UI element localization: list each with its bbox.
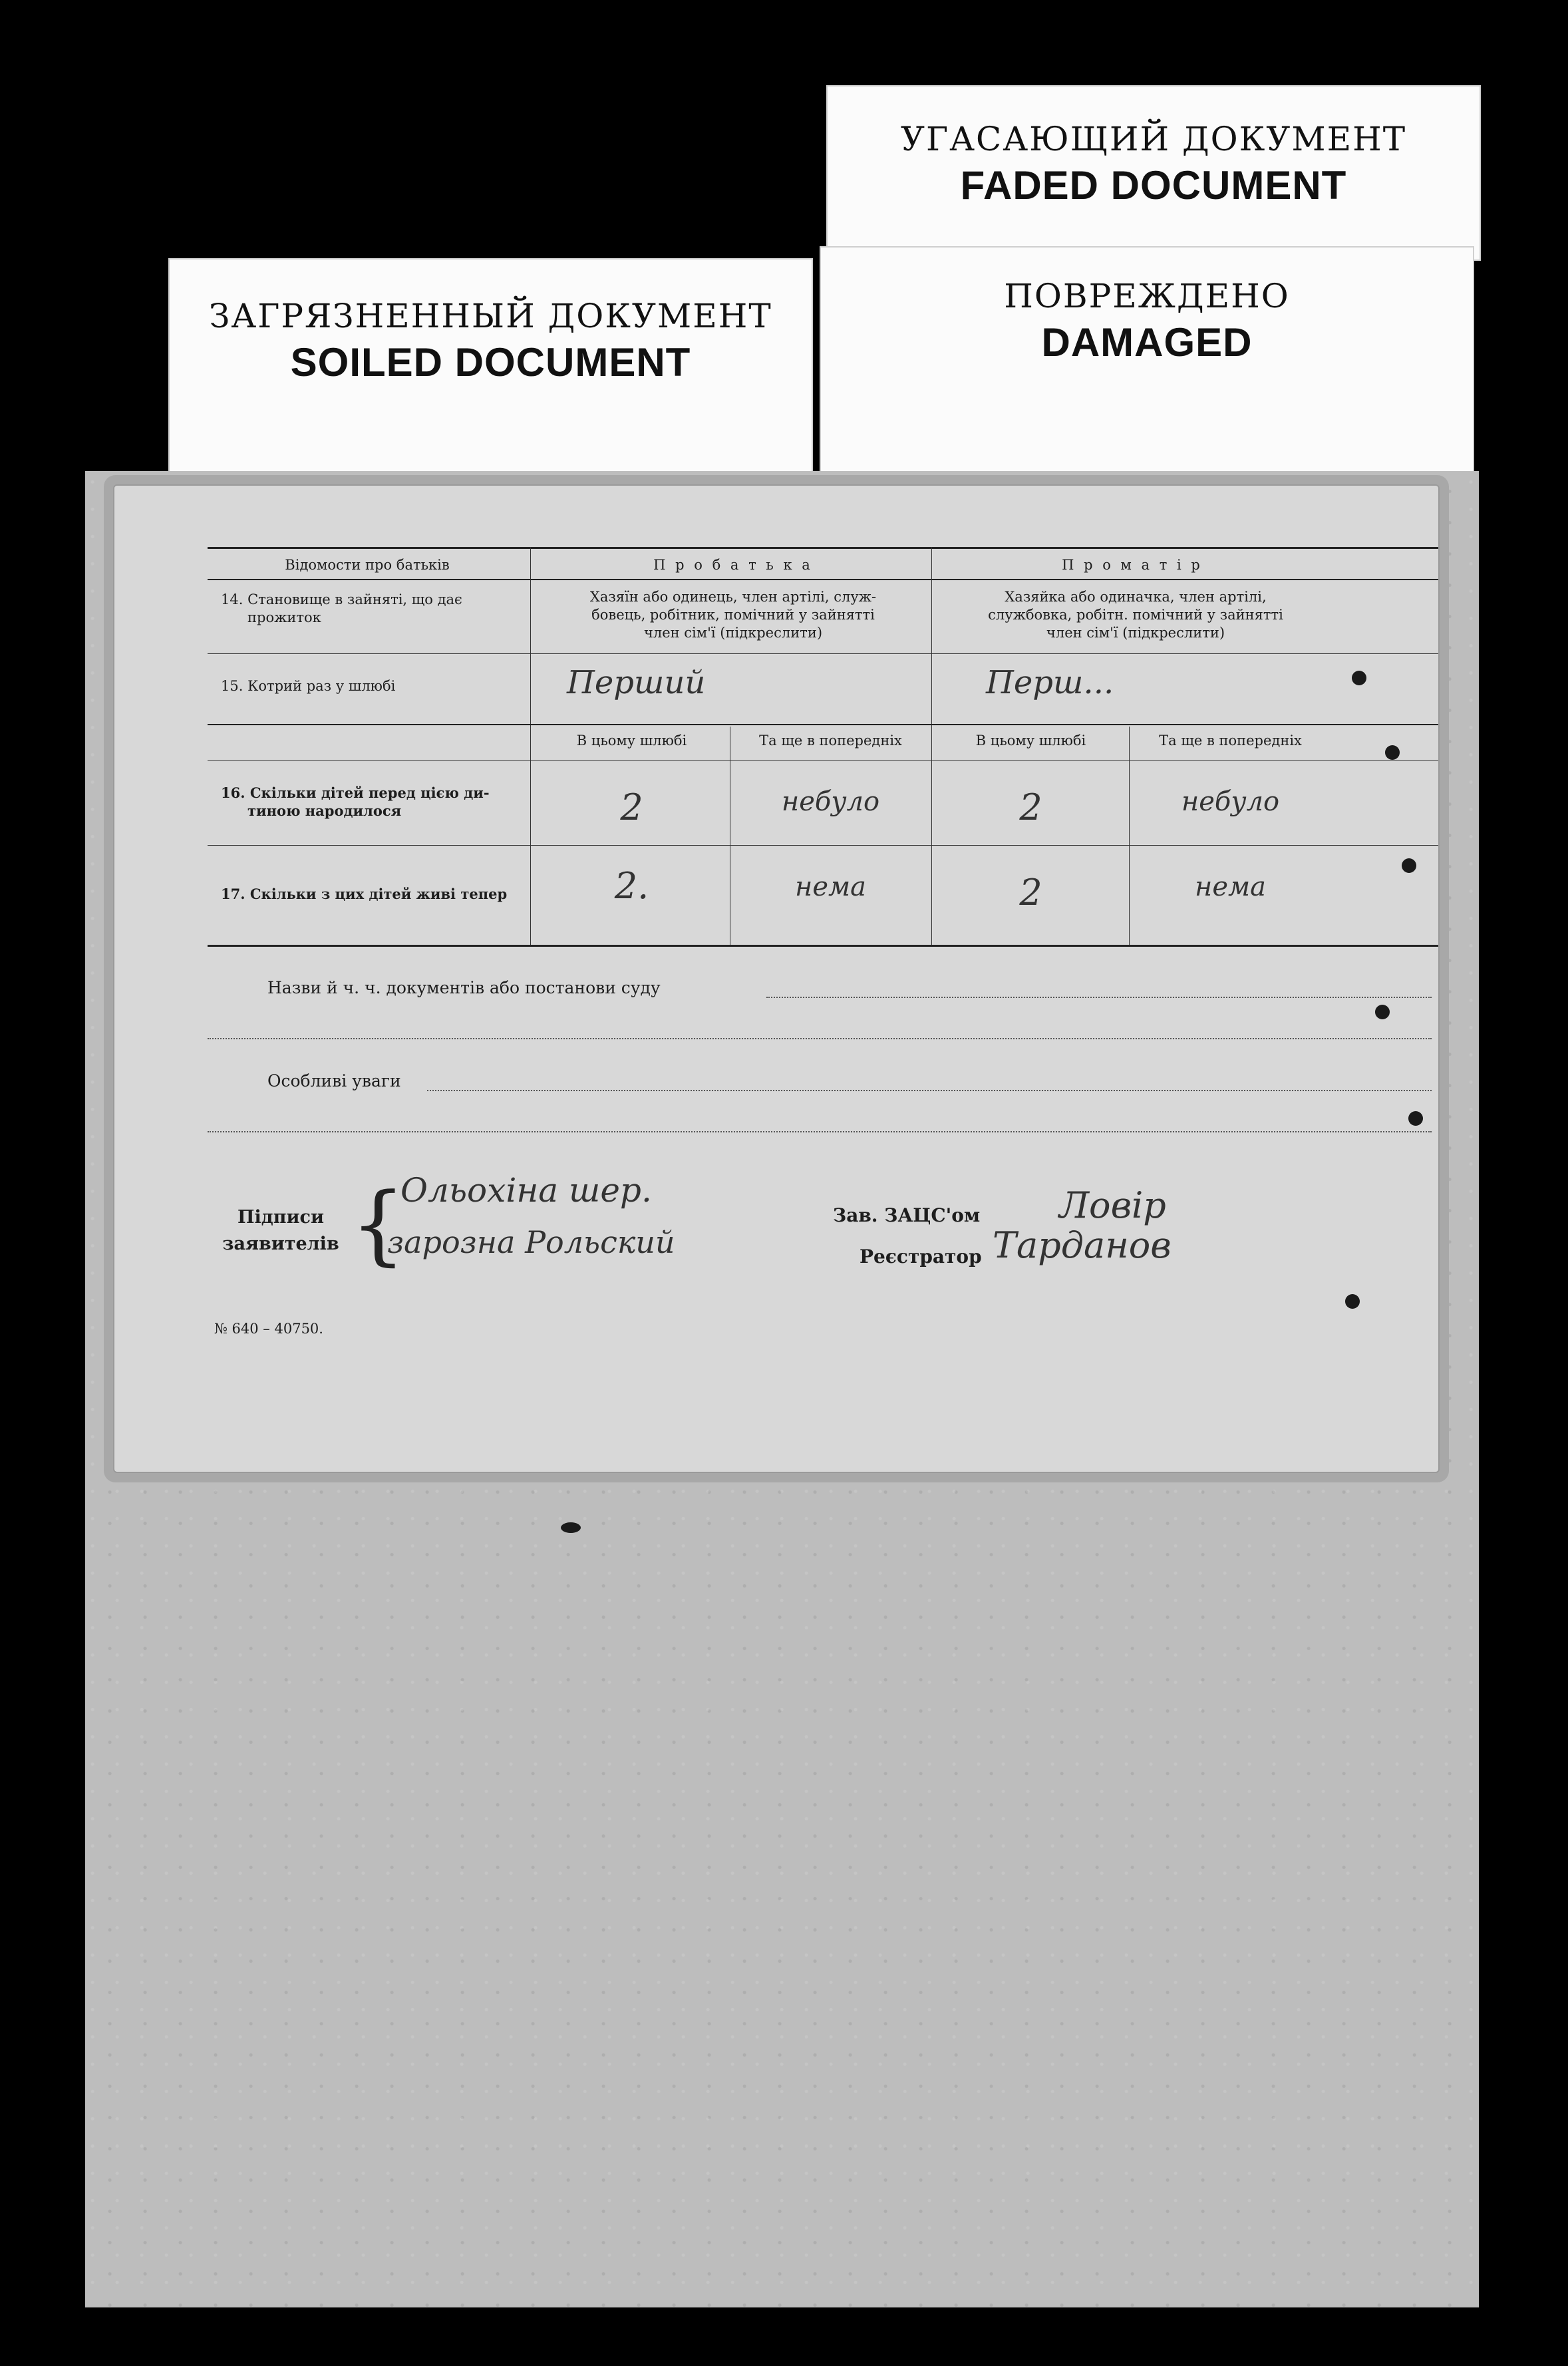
table-bottom-rule (208, 945, 1438, 947)
row14-mother-a: Хазяйка або одиначка, член артілі, (1005, 589, 1267, 605)
row17-father-prev: нема (794, 872, 867, 902)
punch-hole (1375, 1005, 1390, 1019)
applicant-signature-1: Ольохіна шер. (400, 1171, 652, 1210)
applicants-signatures-label (214, 1204, 347, 1258)
damaged-document-label (820, 246, 1474, 488)
row16-rule (208, 845, 1438, 846)
row16-father-this: 2 (620, 786, 643, 828)
damaged-label-en: DAMAGED (1041, 320, 1253, 365)
header-parents-info: Відомости про батьків (285, 557, 450, 573)
remarks-label: Особливі уваги (267, 1071, 401, 1091)
row16-father-prev: небуло (781, 786, 880, 817)
signatures-label-a: Підписи (237, 1207, 324, 1228)
registrar-label: Реєстратор (860, 1246, 982, 1268)
documents-label: Назви й ч. ч. документів або постанови суду (267, 978, 661, 997)
header-about-father: П р о б а т ь к а (653, 557, 813, 573)
soiled-label-ru: ЗАГРЯЗНЕННЫЙ ДОКУМЕНТ (209, 297, 772, 335)
row15-rule (208, 724, 1438, 725)
punch-hole (1408, 1111, 1423, 1126)
row16-label-a: 16. Скільки дітей перед цією ди- (221, 784, 490, 801)
row14-father (540, 588, 926, 642)
row14-rule (208, 653, 1438, 654)
col-divider-2 (931, 547, 932, 945)
row15-label: 15. Котрий раз у шлюбі (221, 678, 396, 694)
punch-hole (1352, 671, 1366, 685)
header-rule (208, 579, 1438, 580)
subheader-this-marriage-mother: В цьому шлюбі (975, 733, 1086, 749)
registry-head-label: Зав. ЗАЦС'ом (833, 1204, 981, 1226)
row17-label: 17. Скільки з цих дітей живі тепер (221, 886, 508, 902)
faded-document-label (826, 85, 1481, 261)
table-top-rule (208, 547, 1438, 549)
row16-label (221, 784, 527, 820)
soiled-label-en: SOILED DOCUMENT (290, 340, 691, 385)
damaged-label-ru: ПОВРЕЖДЕНО (1004, 277, 1290, 315)
row16-label-b: тиною народилося (247, 802, 402, 819)
row17-mother-prev: нема (1194, 872, 1267, 902)
registrar-signature: Тарданов (993, 1224, 1172, 1266)
row14-mother (939, 588, 1332, 642)
faded-label-ru: УГАСАЮЩИЙ ДОКУМЕНТ (900, 120, 1407, 158)
remarks-line (427, 1090, 1432, 1091)
row14-mother-b: службовка, робітн. помічний у зайнятті (988, 607, 1283, 623)
row17-father-this: 2. (614, 865, 649, 907)
signature-brace: { (351, 1174, 406, 1275)
form-number: № 640 – 40750. (214, 1321, 323, 1337)
subheader-previous-father: Та ще в попередніх (759, 733, 902, 749)
row14-father-c: член сім'ї (підкреслити) (643, 625, 823, 641)
registry-head-signature: Ловір (1059, 1184, 1166, 1226)
header-about-mother: П р о м а т і р (1062, 557, 1203, 573)
punch-hole (1402, 858, 1416, 873)
row14-father-b: бовець, робітник, помічний у зайнятті (591, 607, 875, 623)
signatures-label-b: заявителів (222, 1234, 339, 1254)
documents-line-2 (208, 1038, 1432, 1039)
punch-hole (1345, 1294, 1360, 1309)
subheader-previous-mother: Та ще в попередніх (1159, 733, 1302, 749)
row17-mother-this: 2 (1019, 872, 1042, 914)
applicant-signature-2: зарозна Рольский (387, 1224, 675, 1260)
row14-label (221, 591, 527, 627)
registration-form-sheet (113, 484, 1440, 1473)
punch-hole (1385, 745, 1400, 760)
row16-mother-prev: небуло (1181, 786, 1280, 817)
soiled-document-label (168, 258, 813, 487)
row15-father-handwritten: Перший (567, 664, 706, 701)
row14-label-b: прожиток (247, 609, 321, 625)
stain-mark (561, 1522, 581, 1533)
row16-mother-this: 2 (1019, 786, 1042, 828)
row14-father-a: Хазяїн або одинець, член артілі, служ- (589, 589, 877, 605)
row14-mother-c: член сім'ї (підкреслити) (1046, 625, 1225, 641)
subheader-this-marriage-father: В цьому шлюбі (576, 733, 687, 749)
row15-mother-handwritten: Перш... (986, 664, 1114, 701)
faded-label-en: FADED DOCUMENT (960, 163, 1347, 208)
remarks-line-2 (208, 1131, 1432, 1132)
documents-line (766, 997, 1432, 998)
row14-label-a: 14. Становище в зайняті, що дає (221, 592, 462, 607)
